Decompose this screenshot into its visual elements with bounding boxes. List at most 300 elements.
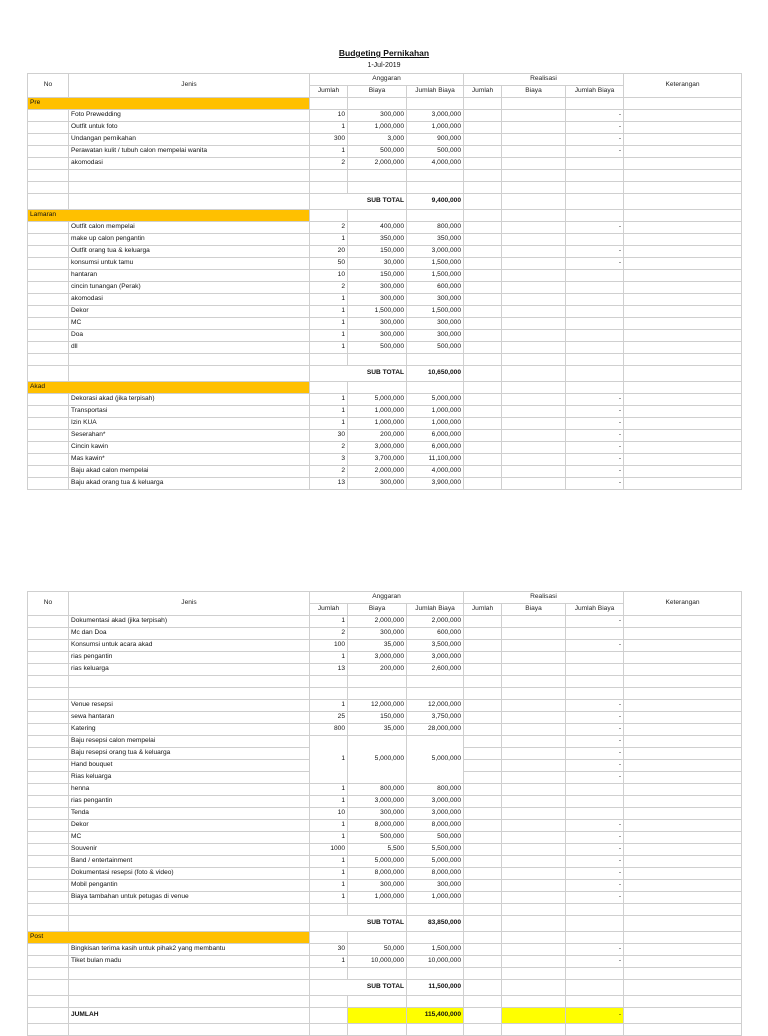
item-biaya: 3,000,000 [348,652,407,664]
item-no [28,454,69,466]
item-real-biaya [502,342,566,354]
item-real-biaya [502,258,566,270]
item-jenis: Undangan pernikahan [69,134,310,146]
table-row [28,354,742,366]
item-no [28,430,69,442]
empty-cell [28,354,69,366]
item-real-jumlah [464,418,502,430]
table-row [28,418,742,430]
item-real-biaya [502,234,566,246]
item-jenis: dll [69,342,310,354]
item-real-biaya [502,712,566,724]
item-no [28,134,69,146]
empty-cell [624,676,742,688]
item-real-biaya [502,820,566,832]
item-jumlah-biaya: 1,500,000 [407,944,464,956]
item-jenis: Perawatan kulit / tubuh calon mempelai wanita [69,146,310,158]
item-jumlah: 3 [310,454,348,466]
item-real-biaya [502,466,566,478]
item-real-biaya [502,844,566,856]
table-row [28,194,742,210]
item-real-jumlah-biaya [566,306,624,318]
header-jenis: Jenis [69,592,310,616]
table-row [28,868,742,880]
item-jenis: rias pengantin [69,796,310,808]
header-real-biaya: Biaya [502,86,566,98]
item-jumlah: 800 [310,724,348,736]
item-jumlah-biaya: 800,000 [407,784,464,796]
table-row [28,996,742,1008]
item-biaya: 150,000 [348,246,407,258]
item-real-jumlah-biaya: - [566,454,624,466]
item-real-biaya [502,110,566,122]
item-real-jumlah [464,892,502,904]
table-row [28,170,742,182]
item-no [28,892,69,904]
table-row [28,282,742,294]
item-real-jumlah-biaya: - [566,844,624,856]
item-no [28,772,69,784]
item-jumlah-biaya: 1,000,000 [407,406,464,418]
item-real-jumlah-biaya: - [566,772,624,784]
item-real-jumlah [464,736,502,748]
item-biaya: 30,000 [348,258,407,270]
empty-cell [310,996,348,1008]
item-real-jumlah-biaya: - [566,956,624,968]
item-jumlah-biaya: 500,000 [407,146,464,158]
empty-cell [464,170,502,182]
empty-cell [624,210,742,222]
empty-cell [310,170,348,182]
category-label: Lamaran [28,210,310,222]
empty-cell [464,968,502,980]
empty-cell [69,170,310,182]
item-jenis: Dokumentasi akad (jika terpisah) [69,616,310,628]
item-real-biaya [502,832,566,844]
empty-cell [502,916,566,932]
item-no [28,832,69,844]
empty-cell [464,916,502,932]
empty-cell [310,932,348,944]
item-jumlah: 1 [310,146,348,158]
item-real-jumlah [464,628,502,640]
item-jumlah-biaya: 4,000,000 [407,466,464,478]
item-no [28,956,69,968]
item-jumlah-biaya: 3,000,000 [407,652,464,664]
item-jumlah: 2 [310,222,348,234]
header-jumlah-biaya: Jumlah Biaya [407,604,464,616]
item-jumlah-biaya: 600,000 [407,628,464,640]
header-real-jumlah-biaya: Jumlah Biaya [566,86,624,98]
empty-cell [407,210,464,222]
empty-cell [464,904,502,916]
budget-table-2 [27,591,742,1036]
empty-cell [407,170,464,182]
empty-cell [566,170,624,182]
table-row [28,676,742,688]
empty-cell [502,98,566,110]
table-row [28,916,742,932]
item-real-jumlah [464,616,502,628]
empty-cell [566,968,624,980]
item-jumlah-biaya: 900,000 [407,134,464,146]
item-real-biaya [502,306,566,318]
item-jumlah: 1 [310,318,348,330]
empty-cell [624,916,742,932]
item-jumlah-biaya: 1,500,000 [407,306,464,318]
item-biaya: 1,500,000 [348,306,407,318]
subtotal-label: SUB TOTAL [310,366,407,382]
item-real-jumlah-biaya: - [566,640,624,652]
item-real-biaya [502,146,566,158]
empty-cell [624,182,742,194]
item-jenis: Hand bouquet [69,760,310,772]
item-no [28,736,69,748]
empty-cell [69,904,310,916]
item-jenis: Seserahan* [69,430,310,442]
item-jenis: rias keluarga [69,664,310,676]
item-real-jumlah [464,652,502,664]
empty-cell [624,932,742,944]
item-real-jumlah-biaya [566,234,624,246]
item-jenis: Rias keluarga [69,772,310,784]
item-no [28,868,69,880]
item-biaya: 8,000,000 [348,820,407,832]
table-row [28,904,742,916]
item-real-biaya [502,772,566,784]
item-jumlah-biaya: 11,100,000 [407,454,464,466]
item-no [28,394,69,406]
table-row [28,956,742,968]
table-row [28,640,742,652]
item-no [28,880,69,892]
empty-cell [310,210,348,222]
item-biaya: 300,000 [348,110,407,122]
item-real-biaya [502,808,566,820]
item-real-jumlah-biaya: - [566,700,624,712]
empty-cell [310,354,348,366]
item-real-jumlah [464,110,502,122]
item-real-jumlah [464,748,502,760]
item-keterangan [624,640,742,652]
item-jenis: Baju akad orang tua & keluarga [69,478,310,490]
item-real-jumlah [464,760,502,772]
item-real-jumlah-biaya: - [566,406,624,418]
item-real-jumlah-biaya: - [566,134,624,146]
item-keterangan [624,700,742,712]
table-row [28,270,742,282]
item-jenis: rias pengantin [69,652,310,664]
category-label: Post [28,932,310,944]
item-jumlah-biaya: 600,000 [407,282,464,294]
item-no [28,110,69,122]
item-real-biaya [502,478,566,490]
empty-cell [624,194,742,210]
item-biaya: 10,000,000 [348,956,407,968]
item-jenis: Konsumsi untuk acara akad [69,640,310,652]
empty-cell [566,904,624,916]
item-jenis: Bingkisan terima kasih untuk pihak2 yang membantu [69,944,310,956]
item-real-jumlah-biaya: - [566,258,624,270]
item-biaya: 2,000,000 [348,158,407,170]
item-real-biaya [502,652,566,664]
empty-cell [310,904,348,916]
item-keterangan [624,406,742,418]
item-real-biaya [502,442,566,454]
grand-real-value: - [566,1008,624,1024]
empty-cell [28,676,69,688]
table-row [28,158,742,170]
item-real-jumlah-biaya [566,318,624,330]
empty-cell [407,932,464,944]
item-real-jumlah-biaya: - [566,616,624,628]
item-jenis: Baju akad calon mempelai [69,466,310,478]
item-real-jumlah [464,258,502,270]
item-no [28,808,69,820]
item-biaya: 500,000 [348,146,407,158]
empty-cell [407,968,464,980]
item-biaya: 300,000 [348,294,407,306]
header-real-biaya: Biaya [502,604,566,616]
item-jenis: Dekor [69,820,310,832]
item-keterangan [624,944,742,956]
empty-cell [502,996,566,1008]
item-jumlah: 50 [310,258,348,270]
item-real-biaya [502,868,566,880]
table-row [28,234,742,246]
item-biaya: 300,000 [348,808,407,820]
item-real-jumlah [464,664,502,676]
item-jumlah: 1 [310,784,348,796]
item-real-biaya [502,270,566,282]
header-no: No [28,74,69,98]
item-keterangan [624,246,742,258]
item-no [28,318,69,330]
item-jenis: Tenda [69,808,310,820]
item-jumlah: 1 [310,880,348,892]
table-row [28,134,742,146]
empty-cell [348,382,407,394]
table-row [28,182,742,194]
empty-cell [566,182,624,194]
item-jumlah: 300 [310,134,348,146]
item-real-jumlah [464,270,502,282]
document-title: Budgeting Pernikahan [338,48,430,58]
item-jumlah-biaya: 5,500,000 [407,844,464,856]
table-row [28,616,742,628]
item-jenis: Outfit untuk foto [69,122,310,134]
empty-cell [566,980,624,996]
item-jumlah: 30 [310,944,348,956]
item-real-biaya [502,700,566,712]
header-realisasi: Realisasi [464,74,624,86]
table-row [28,736,742,748]
item-jumlah: 1 [310,868,348,880]
empty-cell [348,968,407,980]
item-biaya: 300,000 [348,628,407,640]
header-biaya: Biaya [348,604,407,616]
item-keterangan [624,258,742,270]
item-no [28,330,69,342]
empty-cell [28,996,69,1008]
item-real-jumlah-biaya: - [566,868,624,880]
table-row [28,454,742,466]
item-keterangan [624,394,742,406]
item-jumlah: 1 [310,294,348,306]
item-biaya: 800,000 [348,784,407,796]
item-real-jumlah-biaya: - [566,122,624,134]
empty-cell [502,382,566,394]
item-jumlah-biaya: 3,000,000 [407,246,464,258]
item-real-biaya [502,406,566,418]
empty-cell [69,968,310,980]
empty-cell [502,980,566,996]
item-jenis: Mobil pengantin [69,880,310,892]
item-jumlah: 1 [310,330,348,342]
empty-cell [28,182,69,194]
item-keterangan [624,712,742,724]
empty-cell [310,1008,348,1024]
item-jumlah: 2 [310,442,348,454]
empty-cell [310,676,348,688]
empty-cell [566,676,624,688]
item-keterangan [624,832,742,844]
item-real-jumlah [464,724,502,736]
empty-cell [407,1024,464,1036]
empty-cell [69,996,310,1008]
item-jumlah-biaya: 3,000,000 [407,808,464,820]
item-jumlah: 2 [310,466,348,478]
item-no [28,222,69,234]
item-keterangan [624,330,742,342]
header-anggaran: Anggaran [310,74,464,86]
empty-cell [502,1024,566,1036]
item-real-jumlah [464,772,502,784]
item-real-biaya [502,134,566,146]
item-jumlah: 1 [310,306,348,318]
item-keterangan [624,652,742,664]
item-biaya: 500,000 [348,342,407,354]
item-keterangan [624,478,742,490]
item-jumlah: 10 [310,270,348,282]
empty-cell [69,194,310,210]
item-keterangan [624,466,742,478]
empty-cell [310,98,348,110]
item-real-jumlah-biaya: - [566,430,624,442]
header-keterangan: Keterangan [624,592,742,616]
item-biaya: 200,000 [348,664,407,676]
item-real-jumlah [464,234,502,246]
empty-cell [28,916,69,932]
empty-cell [464,182,502,194]
item-jumlah-biaya: 1,000,000 [407,892,464,904]
item-biaya: 300,000 [348,318,407,330]
empty-cell [28,1024,69,1036]
item-real-jumlah [464,146,502,158]
item-biaya: 1,000,000 [348,406,407,418]
empty-cell [407,382,464,394]
item-jumlah: 1 [310,956,348,968]
item-real-jumlah [464,712,502,724]
item-keterangan [624,270,742,282]
item-biaya: 150,000 [348,712,407,724]
item-real-biaya [502,664,566,676]
empty-cell [624,968,742,980]
item-biaya: 1,000,000 [348,122,407,134]
empty-cell [464,1008,502,1024]
item-jumlah-biaya: 12,000,000 [407,700,464,712]
item-keterangan [624,868,742,880]
item-real-jumlah-biaya: - [566,820,624,832]
empty-cell [28,194,69,210]
item-keterangan [624,282,742,294]
header-real-jumlah: Jumlah [464,86,502,98]
empty-cell [407,98,464,110]
item-jenis: Dekor [69,306,310,318]
item-keterangan [624,294,742,306]
item-real-jumlah-biaya: - [566,880,624,892]
item-biaya: 8,000,000 [348,868,407,880]
empty-cell [566,916,624,932]
item-real-jumlah-biaya [566,270,624,282]
item-biaya: 300,000 [348,282,407,294]
item-biaya: 12,000,000 [348,700,407,712]
item-jumlah-biaya: 3,000,000 [407,110,464,122]
empty-cell [28,688,69,700]
item-real-jumlah-biaya: - [566,856,624,868]
item-real-jumlah [464,306,502,318]
item-real-jumlah [464,796,502,808]
item-keterangan [624,892,742,904]
item-real-jumlah [464,158,502,170]
item-no [28,478,69,490]
merged-jumlah-biaya: 5,000,000 [407,736,464,784]
item-real-biaya [502,222,566,234]
empty-cell [69,1024,310,1036]
table-row [28,146,742,158]
item-real-biaya [502,724,566,736]
item-jumlah-biaya: 350,000 [407,234,464,246]
empty-cell [624,904,742,916]
table-row [28,980,742,996]
item-jumlah-biaya: 8,000,000 [407,868,464,880]
empty-cell [310,382,348,394]
table-row [28,664,742,676]
header-jumlah: Jumlah [310,604,348,616]
empty-cell [348,354,407,366]
item-biaya: 500,000 [348,832,407,844]
item-jenis: Baju resepsi calon mempelai [69,736,310,748]
item-jumlah: 13 [310,478,348,490]
item-jenis: Transportasi [69,406,310,418]
item-biaya: 3,000,000 [348,796,407,808]
item-biaya: 300,000 [348,478,407,490]
empty-cell [348,98,407,110]
item-real-jumlah-biaya [566,652,624,664]
item-real-jumlah-biaya [566,664,624,676]
item-jumlah-biaya: 300,000 [407,294,464,306]
item-jumlah-biaya: 3,000,000 [407,796,464,808]
item-real-jumlah [464,880,502,892]
empty-cell [624,996,742,1008]
item-no [28,760,69,772]
empty-cell [502,676,566,688]
item-real-biaya [502,944,566,956]
item-real-biaya [502,760,566,772]
item-jenis: akomodasi [69,294,310,306]
item-real-biaya [502,856,566,868]
item-keterangan [624,724,742,736]
